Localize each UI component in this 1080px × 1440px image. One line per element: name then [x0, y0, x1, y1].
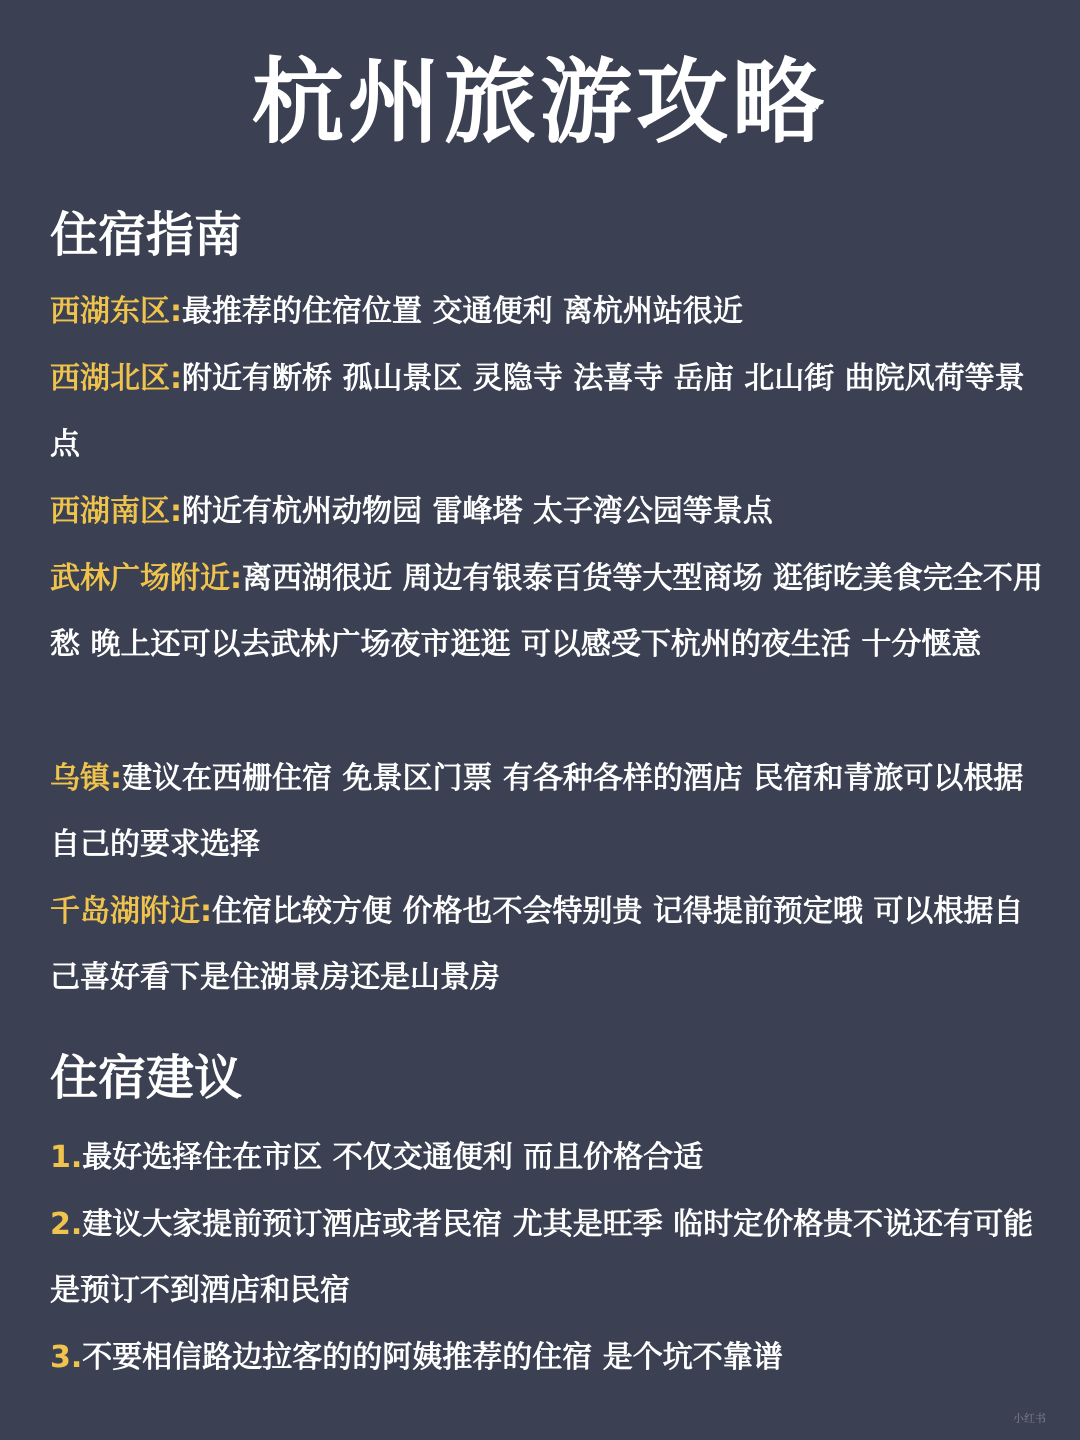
tip-item-3	[50, 1325, 1050, 1391]
entry-label: 西湖南区:	[50, 494, 182, 529]
guide-entry-qiandao-lake	[50, 879, 1050, 1011]
entry-text: 建议在西栅住宿 免景区门票 有各种各样的酒店 民宿和青旅可以根据自己的要求选择	[50, 761, 1024, 862]
entry-text: 附近有杭州动物园 雷峰塔 太子湾公园等景点	[182, 494, 773, 529]
entry-text: 最推荐的住宿位置 交通便利 离杭州站很近	[182, 294, 743, 329]
entry-label: 西湖东区:	[50, 294, 182, 329]
tip-number: 2.	[50, 1207, 83, 1242]
tip-item-1	[50, 1125, 1050, 1191]
guide-entry-west-lake-north	[50, 346, 1050, 478]
tip-text: 不要相信路边拉客的的阿姨推荐的住宿 是个坑不靠谱	[82, 1340, 783, 1375]
entry-label: 千岛湖附近:	[50, 894, 212, 929]
entry-text: 住宿比较方便 价格也不会特别贵 记得提前预定哦 可以根据自己喜好看下是住湖景房还是山景房	[50, 894, 1024, 995]
entry-label: 乌镇:	[50, 761, 122, 796]
guide-entry-west-lake-south	[50, 479, 1050, 545]
entry-label: 西湖北区:	[50, 361, 182, 396]
watermark: 小红书	[1013, 1412, 1046, 1425]
page-title: 杭州旅游攻略	[251, 49, 828, 156]
guide-entry-west-lake-east	[50, 279, 1050, 345]
entry-text: 附近有断桥 孤山景区 灵隐寺 法喜寺 岳庙 北山街 曲院风荷等景点	[50, 361, 1025, 462]
tip-number: 1.	[50, 1140, 83, 1175]
guide-entry-wulin-square	[50, 546, 1050, 678]
tip-text: 建议大家提前预订酒店或者民宿 尤其是旺季 临时定价格贵不说还有可能是预订不到酒店和民宿	[50, 1207, 1034, 1308]
tip-number: 3.	[50, 1340, 83, 1375]
section-heading-lodging-tips: 住宿建议	[50, 1050, 243, 1106]
tip-text: 最好选择住在市区 不仅交通便利 而且价格合适	[82, 1140, 704, 1175]
section-heading-lodging-guide: 住宿指南	[50, 207, 243, 263]
guide-entry-wuzhen	[50, 746, 1050, 878]
entry-label: 武林广场附近:	[50, 561, 242, 596]
tip-item-2	[50, 1192, 1050, 1324]
entry-text: 离西湖很近 周边有银泰百货等大型商场 逛街吃美食完全不用愁 晚上还可以去武林广场夜市逛逛 可以感受下杭州的夜生活 十分惬意	[50, 561, 1043, 662]
